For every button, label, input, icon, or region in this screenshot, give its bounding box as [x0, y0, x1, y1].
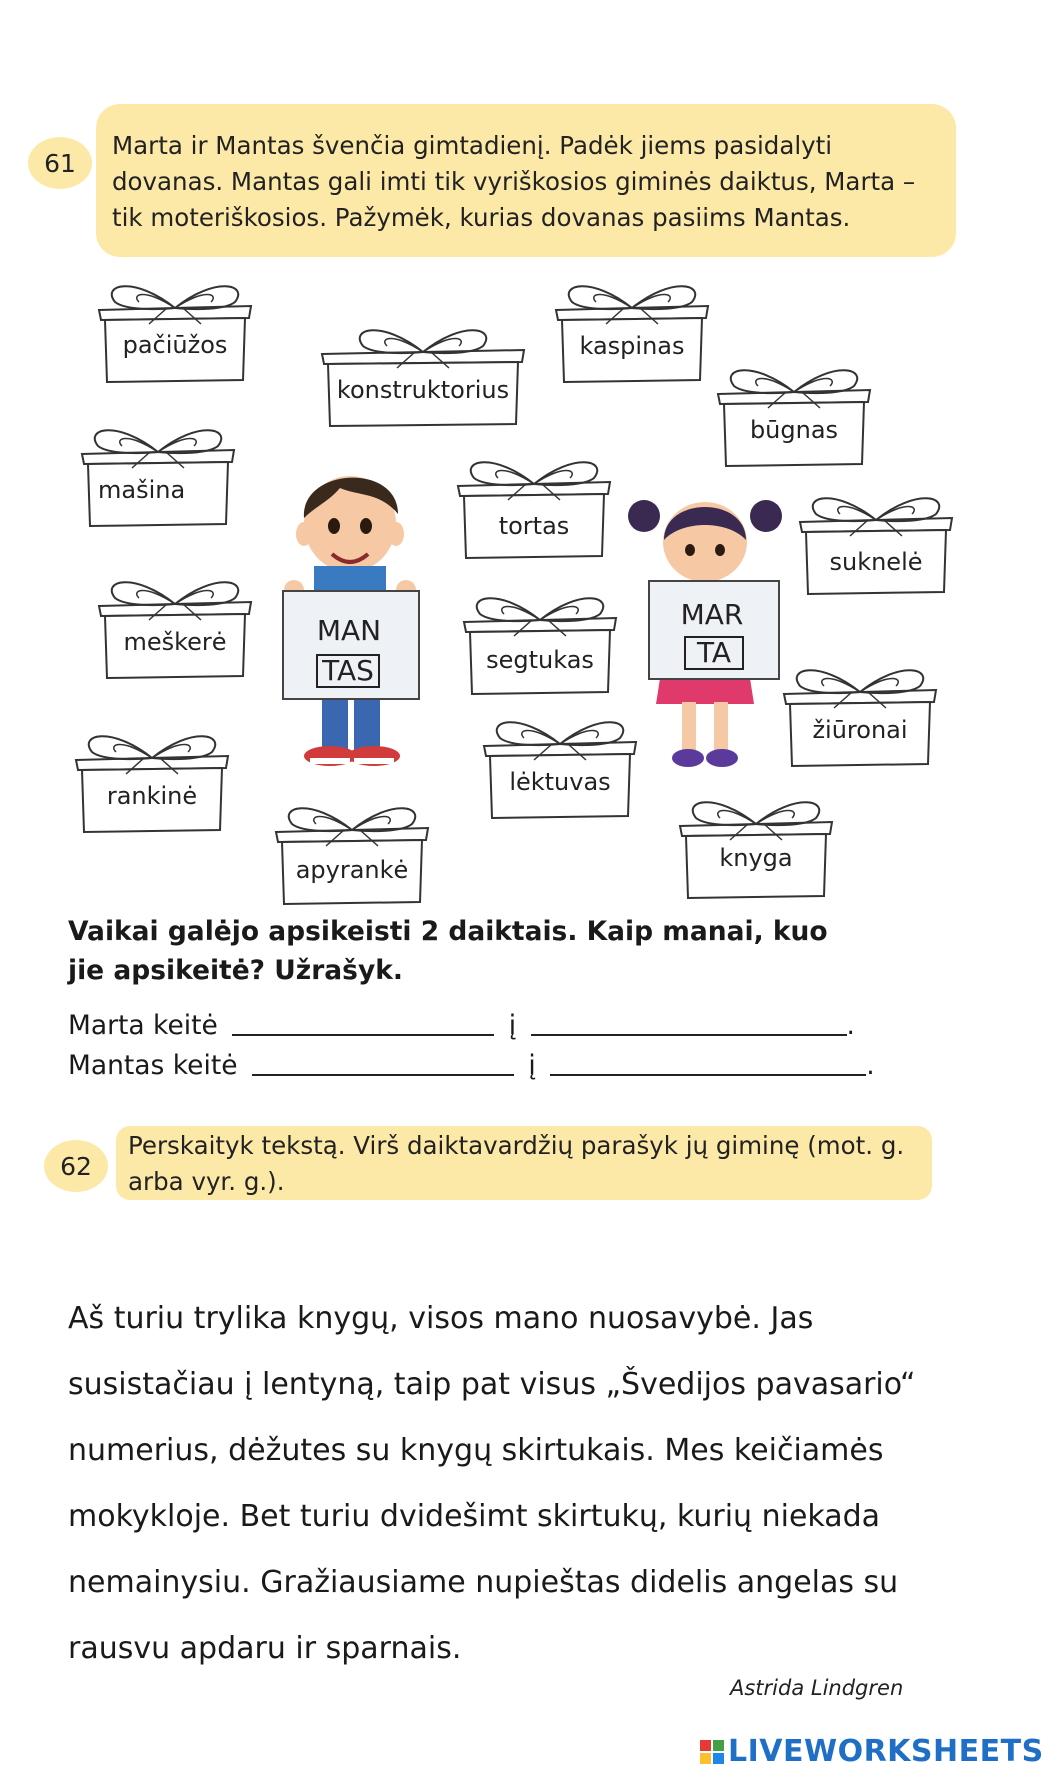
gift-kaspinas[interactable] [552, 276, 712, 386]
gift-būgnas[interactable] [714, 360, 874, 470]
gift-mašina[interactable] [78, 420, 238, 530]
gift-knyga[interactable] [676, 792, 836, 902]
gift-label: lėktuvas [509, 768, 611, 796]
gift-apyrankė[interactable] [272, 798, 432, 908]
girl-sign-bottom: TA [684, 636, 744, 670]
gift-label: žiūronai [812, 716, 908, 744]
gift-pačiūžos[interactable] [95, 276, 255, 386]
answer-input-marta-2[interactable] [531, 1008, 847, 1036]
gift-label: knyga [719, 844, 793, 872]
gift-label: konstruktorius [336, 376, 510, 404]
gift-suknelė[interactable] [796, 488, 956, 598]
gift-label: suknelė [829, 548, 923, 576]
gift-label: pačiūžos [122, 331, 228, 359]
gift-meškerė[interactable] [95, 572, 255, 682]
task-61-instruction: Marta ir Mantas švenčia gimtadienį. Padėk jiems pasidalyti dovanas. Mantas gali imti tik vyriškosios giminės daiktus, Marta – tik moteriškosios. Pažymėk, kurias dovanas pasiims Mantas. [96, 104, 956, 257]
answer-join: į [528, 1050, 536, 1081]
gift-label: segtukas [486, 646, 594, 674]
task-61-question: Vaikai galėjo apsikeisti 2 daiktais. Kaip manai, kuo jie apsikeitė? Užrašyk. [68, 916, 828, 986]
gift-lėktuvas[interactable] [480, 712, 640, 822]
answer-join: į [508, 1010, 517, 1041]
answer-lead: Mantas keitė [68, 1050, 238, 1081]
reading-text [68, 1286, 968, 1682]
answer-input-mantas-2[interactable] [550, 1048, 866, 1076]
answer-input-mantas-1[interactable] [252, 1048, 514, 1076]
task-61-number: 61 [28, 137, 92, 189]
answer-line-mantas: Mantas keitė į . [68, 1050, 875, 1081]
reading-line: rausvu apdaru ir sparnais. [68, 1631, 462, 1666]
boy-sign-bottom: TAS [316, 654, 380, 688]
gift-label: mašina [98, 476, 186, 504]
reading-line: Aš turiu trylika knygų, visos mano nuosavybė. Jas [68, 1301, 814, 1336]
answer-line-marta: Marta keitė į . [68, 1010, 855, 1041]
gift-label: apyrankė [295, 856, 409, 884]
gift-label: kaspinas [579, 332, 685, 360]
gift-label: meškerė [123, 628, 227, 656]
gift-rankinė[interactable] [72, 726, 232, 836]
reading-line: nemainysiu. Gražiausiame nupieštas didelis angelas su [68, 1565, 899, 1600]
gift-label: būgnas [749, 416, 839, 444]
reading-line: susistačiau į lentyną, taip pat visus „Švedijos pavasario“ [68, 1367, 916, 1402]
gift-tortas[interactable] [454, 452, 614, 562]
gift-label: tortas [498, 512, 570, 540]
gift-žiūronai[interactable] [780, 660, 940, 770]
gift-label: rankinė [106, 782, 198, 810]
boy-sign-top: MAN [316, 614, 382, 647]
liveworksheets-logo: LIVEWORKSHEETS [700, 1734, 1044, 1769]
liveworksheets-icon [700, 1740, 724, 1764]
reading-author: Astrida Lindgren [730, 1676, 904, 1700]
task-62-number: 62 [44, 1140, 108, 1192]
reading-line: mokykloje. Bet turiu dvidešimt skirtukų, kurių niekada [68, 1499, 881, 1534]
girl-sign-top: MAR [680, 598, 744, 631]
answer-input-marta-1[interactable] [232, 1008, 494, 1036]
task-62-instruction: Perskaityk tekstą. Virš daiktavardžių parašyk jų giminę (mot. g. arba vyr. g.). [116, 1126, 932, 1200]
reading-line: numerius, dėžutes su knygų skirtukais. Mes keičiamės [68, 1433, 884, 1468]
gift-konstruktorius[interactable] [318, 320, 528, 430]
gift-segtukas[interactable] [460, 588, 620, 698]
answer-lead: Marta keitė [68, 1010, 218, 1041]
